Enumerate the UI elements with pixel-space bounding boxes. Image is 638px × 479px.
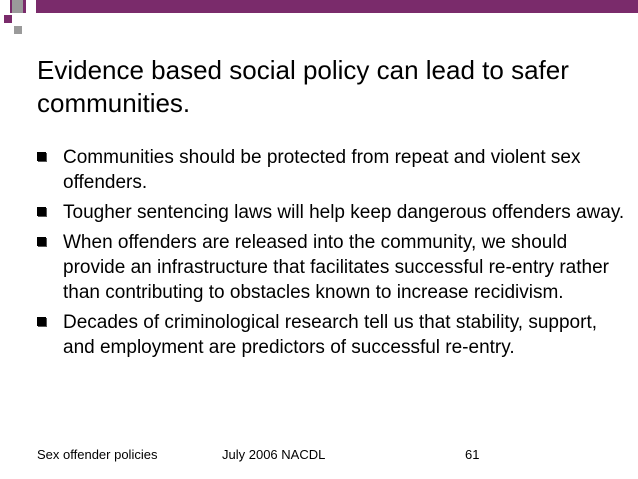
- bullet-item: [37, 200, 627, 225]
- bullet-item: [37, 230, 627, 305]
- bullet-text: Decades of criminological research tell us that stability, support, and employment are predictors of successful re-entry.: [63, 312, 598, 358]
- square-bullet-icon: [37, 237, 46, 246]
- bullet-list: [37, 145, 627, 365]
- footer-date: July 2006 NACDL: [222, 447, 326, 462]
- header-decoration: [0, 0, 638, 40]
- bullet-item: [37, 145, 627, 195]
- bullet-text: Communities should be protected from repeat and violent sex offenders.: [63, 147, 581, 193]
- bullet-text: When offenders are released into the community, we should provide an infrastructure that facilitates successful re-entry rather than contributing to obstacles known to increase recidivism.: [63, 232, 609, 303]
- square-bullet-icon: [37, 152, 46, 161]
- slide-number: 61: [465, 447, 480, 462]
- footer-title: Sex offender policies: [37, 447, 158, 462]
- square-bullet-icon: [37, 317, 46, 326]
- bullet-text: Tougher sentencing laws will help keep dangerous offenders away.: [63, 202, 625, 223]
- square-bullet-icon: [37, 207, 46, 216]
- slide-title: Evidence based social policy can lead to safer communities.: [37, 55, 569, 118]
- bullet-item: [37, 310, 627, 360]
